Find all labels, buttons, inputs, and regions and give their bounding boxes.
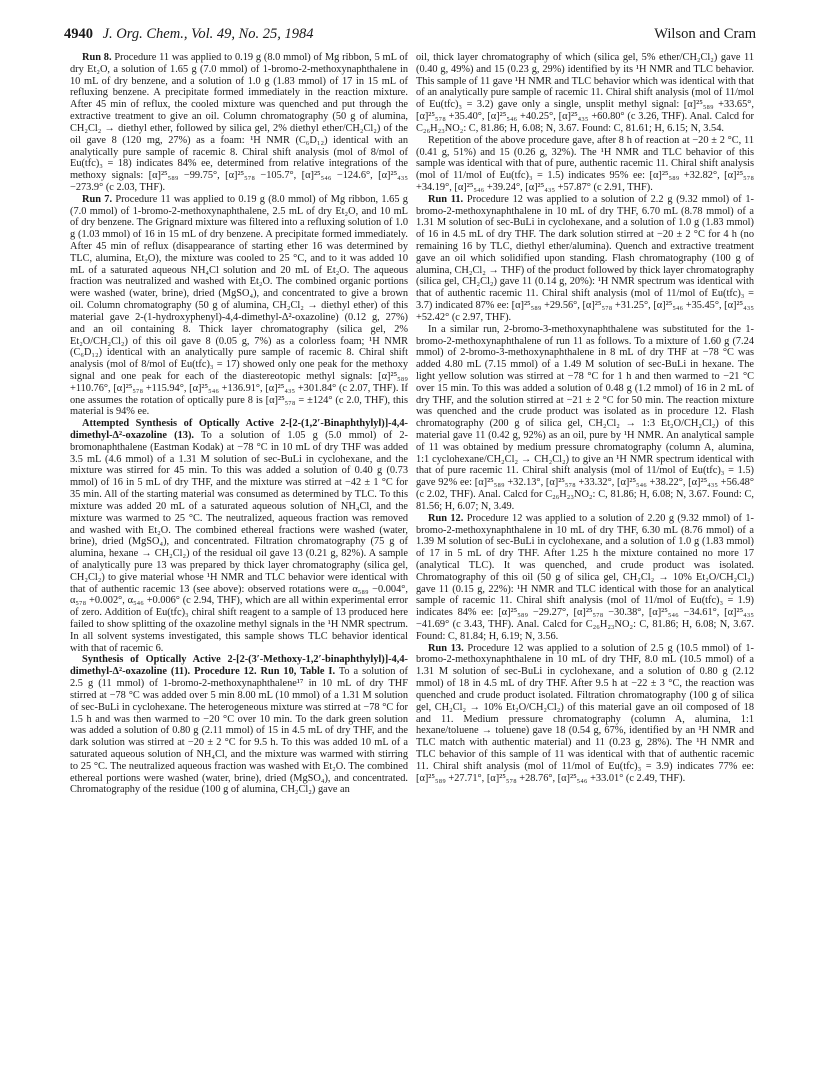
- paragraph-text: Procedure 11 was applied to 0.19 g (8.0 mmol) of Mg ribbon, 1.65 g (7.0 mmol) of 1-bromo-2-methoxynaphthalene, 2.5 mL of dry Et₂O, and 10 mL of dry benzene. The Grignard mixture was filtered into a refluxing solution of 1.0 g (1.03 mmol) of 16 in 15 mL of dry benzene. A precipitate formed immediately. After 45 min of reflux (disappearance of starting ether 16 was determined by TLC, alumina, Et₂O), the mixture was cooled to 25 °C, and to it was added 10 mL of a saturated aqueous NH₄Cl solution and 20 mL of Et₂O. The aqueous fraction was neutralized and washed with Et₂O. The combined organic portions were washed (water, brine), dried (MgSO₄), and concentrated to give a brown oil. Column chromatography (50 g of alumina, CH₂Cl₂ → diethyl ether) of this material gave 2-(1-hydroxyphenyl)-4,4-dimethyl-Δ²-oxazoline) (0.12 g, 27%) and an oil containing 8. Thick layer chromatography (silica gel, 2% Et₂O/CH₂Cl₂) of this oil gave 8 (0.05 g, 7%) as a colorless foam; ¹H NMR (C₆D₁₂) identical with an analytically pure sample of racemic 8. Chiral shift analysis (mol of 8/mol of Eu(tfc)₃ = 17) showed only one peak for the methoxy signal and one peak for each of the diastereotopic methyl signals: [α]²⁵₅₈₉ +110.76°, [α]²⁵₅₇₈ +115.94°, [α]²⁵₅₄₆ +136.91°, [α]²⁵₄₃₅ +301.84° (c 2.07, THF). If one assumes the rotation of optically pure 8 is [α]²⁵₅₇₈ = ±124° (c 2.0, THF), this material is 94% ee.: [70, 193, 408, 418]
- section-heading: Attempted Synthesis of Optically Active 2-[2-(1,2′-Binaphthylyl)]-4,4-dimethyl-Δ²-oxazoline (13).: [70, 418, 408, 441]
- paragraph-lead: Run 13.: [428, 642, 464, 654]
- paragraph-text: Procedure 12 was applied to a solution of 2.5 g (10.5 mmol) of 1-bromo-2-methoxynaphthalene in 10 mL of dry THF, 8.0 mL (10.5 mmol) of a 1.31 M solution of sec-BuLi in cyclohexane, and a solution of 0.80 g (2.12 mmol) of 18 in 4.5 mL of dry THF. After 9.5 h at −22 ± 3 °C, the reaction was quenched and crude product isolated. Filtration chromatography (100 g of silica gel, CH₂Cl₂ → 10% Et₂O/CH₂Cl₂) of this material gave an oil composed of 18 and 11. Medium pressure chromatography (column A, alumina, 1:1 hexane/toluene → toluene) gave 18 (0.54 g, 67%, identified by an ¹H NMR and TLC match with authentic material) and 11 (0.23 g, 28%). The ¹H NMR and TLC behavior of this sample of 11 was identical with that of authentic racemic 11. Chiral shift analysis (mol of 11/mol of Eu(tfc)₃ = 3.9) indicates 77% ee: [α]²⁵₅₈₉ +27.71°, [α]²⁵₅₇₈ +28.76°, [α]²⁵₅₄₆ +33.01° (c 2.49, THF).: [416, 642, 754, 784]
- paragraph-continuation: [416, 52, 754, 135]
- paragraph-text: To a solution of 1.05 g (5.0 mmol) of 2-bromonaphthalene (Eastman Kodak) at −78 °C in 10 mL of dry THF was added 3.5 mL (4.6 mmol) of a 1.31 M solution of sec-BuLi in cyclohexane, and the mixture was stirred for 45 min. To this was added a solution of 0.40 g (0.73 mmol) of 16 in 5 mL of dry THF, and the mixture was stirred at −42 ± 1 °C for 35 min. All of the starting material was consumed as determined by TLC. To this mixture was added 20 mL of a saturated aqueous solution of NH₄Cl, and the mixture was warmed to 25 °C. The neutralized, aqueous fraction was removed and washed with Et₂O. The combined ethereal fractions were washed (water, brine), dried (MgSO₄), and concentrated. Filtration chromatography (75 g of alumina, hexane → CH₂Cl₂) of the residual oil gave 13 (0.21 g, 82%). A sample of analytically pure 13 was prepared by thick layer chromatography (silica gel, CH₂Cl₂) to give material whose ¹H NMR and TLC behavior were identical with that of authentic racemic 13 (see above): observed rotations were α₅₈₉ −0.004°, α₅₇₈ +0.002°, α₅₄₆ +0.006° (c 2.94, THF), which are all within experimental error of zero. Addition of Eu(tfc)₃ chiral shift reagent to a sample of 13 produced here failed to show splitting of the oxazoline methyl signals in the ¹H NMR spectrum. In all solvent systems investigated, this sample shows TLC behavior identical with that of racemic 6.: [70, 430, 408, 654]
- paragraph-text: Procedure 12 was applied to a solution of 2.2 g (9.32 mmol) of 1-bromo-2-methoxynaphthalene in 10 mL of dry THF, 6.70 mL (8.78 mmol) of a 1.31 M solution of sec-BuLi in cyclohexane, and a solution of 1.0 g (1.83 mmol) of 16 in 4.5 mL of dry THF. The dark solution stirred at −20 ± 2 °C for 4 h (no remaining 16 by TLC, diethyl ether/alumina). Quench and extractive treatment gave an oil which solidified upon standing. Flash chromatography (100 g of alumina, CH₂Cl₂ → THF) of the product followed by thick layer chromatography (silica gel, CH₂Cl₂) gave 11 (0.14 g, 20%): ¹H NMR spectrum was identical with that of authentic racemic 11. Chiral shift analysis (mol of 11/mol of Eu(tfc)₃ = 3.7) indicated 87% ee: [α]²⁵₅₈₉ +29.56°, [α]²⁵₅₇₈ +31.25°, [α]²⁵₅₄₆ +35.45°, [α]²⁵₄₃₅ +52.42° (c 2.97, THF).: [416, 193, 754, 323]
- paragraph-run-7: [70, 194, 408, 418]
- paragraph-text: Procedure 11 was applied to 0.19 g (8.0 mmol) of Mg ribbon, 5 mL of dry Et₂O, a solution of 1.65 g (7.0 mmol) of 1-bromo-2-methoxynaphthalene in 10 mL of dry benzene, and a solution of 1.0 g (1.83 mmol) of 17 in 15 mL of refluxing benzene. A precipitate formed immediately in the reaction mixture. After 45 min of reflux, the cooled mixture was quenched and put through the extractive treatment to give an oil. Column chromatography (50 g of alumina, CH₂Cl₂ → diethyl ether, followed by silica gel, 2% diethyl ether/CH₂Cl₂) of the oil gave 8 (120 mg, 27%) as a foam: ¹H NMR (C₆D₁₂) identical with an analytically pure sample of racemic 8. Chiral shift analysis (mol of 8/mol of Eu(tfc)₃ = 18) indicates 84% ee, determined from relative integrations of the methoxy signals: [α]²⁵₅₈₉ −99.75°, [α]²⁵₅₇₈ −105.7°, [α]²⁵₅₄₆ −124.6°, [α]²⁵₄₃₅ −273.9° (c 2.03, THF).: [70, 52, 408, 193]
- paragraph-text: oil, thick layer chromatography of which (silica gel, 5% ether/CH₂Cl₂) gave 11 (0.40 g, 49%) and 15 (0.23 g, 29%) identified by its ¹H NMR and TLC behavior. This sample of 11 gave ¹H NMR and TLC behavior which was identical with that of an analytically pure sample of racemic 11. Chiral shift analysis (mol of 11/mol of Eu(tfc)₃ = 3.2) gave only a single, unsplit methyl signal: [α]²⁵₅₈₉ +33.65°, [α]²⁵₅₇₈ +35.40°, [α]²⁵₅₄₆ +40.25°, [α]²⁵₄₃₅ +60.80° (c 3.26, THF). Anal. Calcd for C₂₆H₂₃NO₂: C, 81.86; H, 6.08; N, 3.67. Found: C, 81.61; H, 6.15; N, 3.54.: [416, 52, 754, 134]
- paragraph-run-13: [416, 643, 754, 785]
- paragraph-text: To a solution of 2.5 g (11 mmol) of 1-bromo-2-methoxynaphthalene¹⁷ in 10 mL of dry THF stirred at −78 °C was added over 5 min 8.00 mL (10 mmol) of a 1.31 M solution of sec-BuLi in cyclohexane. The heterogeneous mixture was stirred at −78 °C for 1.5 h and was then warmed to −20 °C over 10 min. To the dark green solution was added a solution of 0.80 g (2.11 mmol) of 15 in 4.5 mL of dry THF, and the dark solution was stirred at −20 ± 2 °C for 9.5 h. To this was added 10 mL of a saturated aqueous solution of NH₄Cl, and the mixture was warmed with stirring to 25 °C. The neutralized aqueous fraction was washed with Et₂O. The combined ethereal portions were washed (water, brine), dried (MgSO₄), and concentrated. Chromatography of the residue (100 g of alumina, CH₂Cl₂) gave an: [70, 666, 408, 796]
- paragraph-repetition: [416, 135, 754, 194]
- paragraph-run-8: [70, 52, 408, 194]
- paragraph-lead: Run 7.: [82, 193, 113, 205]
- paragraph-run-11: [416, 194, 754, 324]
- right-column: [416, 52, 754, 1058]
- section-heading: Synthesis of Optically Active 2-[2-(3′-Methoxy-1,2′-binaphthylyl)]-4,4-dimethyl-Δ²-oxazoline (11). Procedure 12. Run 10, Table I.: [70, 654, 408, 678]
- page-number: 4940: [64, 26, 93, 42]
- header-left: [64, 26, 314, 43]
- paragraph-synthesis-11: [70, 654, 408, 796]
- paragraph-run-12: [416, 513, 754, 643]
- header-authors: Wilson and Cram: [654, 26, 756, 42]
- paragraph-similar-run: [416, 324, 754, 513]
- paragraph-lead: Run 11.: [428, 193, 464, 205]
- paragraph-text: In a similar run, 2-bromo-3-methoxynaphthalene was substituted for the 1-bromo-2-methoxynaphthalene of run 11 as follows. To a mixture of 1.60 g (7.24 mmol) of 2-bromo-3-methoxynaphthalene in 8 mL of dry THF at −78 °C was added 4.80 mL (7.15 mmol) of a 1.49 M solution of sec-BuLi in hexane. The light yellow solution was stirred at −78 °C for 1 h and then warmed to −21 °C over 15 min. To this was added a solution of 0.48 g (1.2 mmol) of 16 in 2 mL of dry THF, and the solution stirred at −21 ± 2 °C for 50 min. The reaction mixture was quenched and the crude product was isolated as in procedure 12. Flash chromatography (200 g of silica gel, CH₂Cl₂ → 1:3 Et₂O/CH₂Cl₂) of this material gave 11 (0.42 g, 92%) as an oil, pure by ¹H NMR. An analytical sample of 11 was obtained by medium pressure chromatography (column A, alumina, 1:1 cyclohexane/CH₂Cl₂ → CH₂Cl₂) to give an ¹H NMR spectrum identical with that of pure racemic 11. Chiral shift analysis (mol of 11/mol of Eu(tfc)₃ = 1.5) gave 92% ee: [α]²⁵₅₈₉ +32.13°, [α]²⁵₅₇₈ +33.32°, [α]²⁵₅₄₆ +38.22°, [α]²⁵₄₃₅ +56.48° (c 2.02, THF). Anal. Calcd for C₂₆H₂₃NO₂: C, 81.86; H, 6.08; N, 3.67. Found: C, 81.56; H, 6.07; N, 3.49.: [416, 323, 754, 512]
- left-column: [70, 52, 408, 1058]
- paragraph-attempted-synthesis-13: [70, 418, 408, 654]
- paragraph-lead: Run 12.: [428, 512, 464, 524]
- paragraph-lead: Run 8.: [82, 52, 112, 63]
- running-header: [64, 26, 756, 48]
- paragraph-text: Repetition of the above procedure gave, after 8 h of reaction at −20 ± 2 °C, 11 (0.41 g, 51%) and 15 (0.26 g, 32%). The ¹H NMR and TLC behavior of this sample was identical with that of pure, authentic racemic 11. Chiral shift analysis (mol of 11/mol of Eu(tfc)₃ = 1.5) indicates 95% ee: [α]²⁵₅₈₉ +32.82°, [α]²⁵₅₇₈ +34.19°, [α]²⁵₅₄₆ +39.24°, [α]²⁵₄₃₅ +57.87° (c 2.91, THF).: [416, 134, 754, 193]
- paragraph-text: Procedure 12 was applied to a solution of 2.20 g (9.32 mmol) of 1-bromo-2-methoxynaphthalene in 10 mL of dry THF, 6.30 mL (8.76 mmol) of a 1.39 M solution of sec-BuLi in cyclohexane, and a solution of 1.0 g (1.83 mmol) of 17 in 5 mL of dry THF. After 1.25 h the mixture contained no more 17 (analytical TLC). It was quenched, and crude product was isolated. Chromatography of this oil (50 g of silica gel, CH₂Cl₂ → 10% Et₂O/CH₂Cl₂) gave 11 (0.15 g, 22%): ¹H NMR and TLC identical with those for an analytical sample of racemic 11. Chiral shift analysis (mol of 11/mol of Eu(tfc)₃ = 1.9) indicates 84% ee: [α]²⁵₅₈₉ −29.27°, [α]²⁵₅₇₈ −30.38°, [α]²⁵₅₄₆ −34.61°, [α]²⁵₄₃₅ −41.69° (c 3.43, THF). Anal. Calcd for C₂₆H₂₃NO₂: C, 81.86; H, 6.08; N, 3.67. Found: C, 81.84; H, 6.19; N, 3.56.: [416, 512, 754, 642]
- journal-citation: J. Org. Chem., Vol. 49, No. 25, 1984: [102, 26, 314, 42]
